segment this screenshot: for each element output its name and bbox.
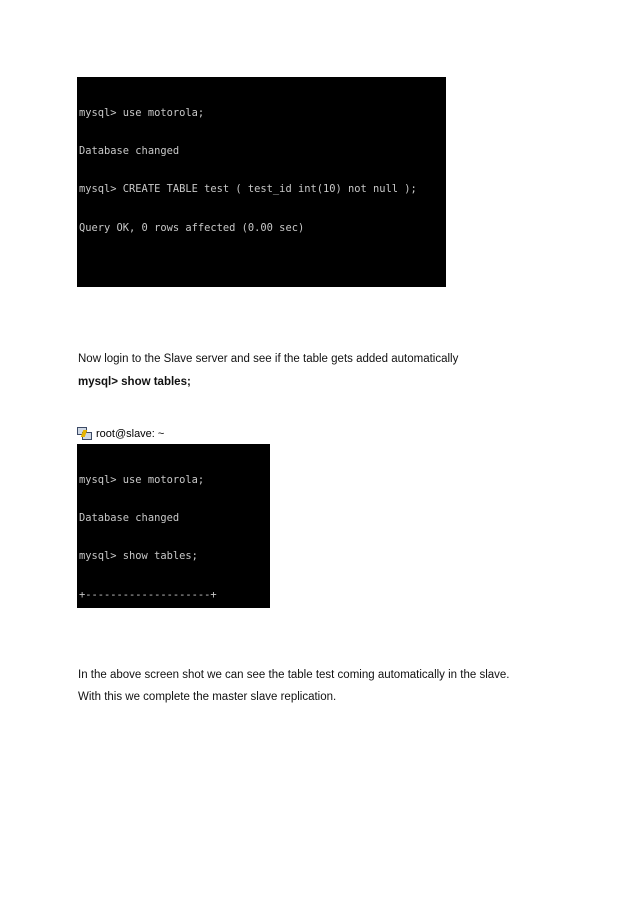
conclusion-paragraph: With this we complete the master slave replication. (78, 691, 337, 703)
slave-terminal-screenshot (77, 444, 270, 608)
window-title: root@slave: ~ (96, 428, 165, 440)
master-terminal-screenshot (77, 77, 446, 287)
terminal-line: Query OK, 0 rows affected (0.00 sec) (79, 221, 305, 234)
command-label: mysql> show tables; (78, 376, 191, 388)
terminal-line: mysql> use motorola; (79, 473, 205, 486)
terminal-line: Database changed (79, 144, 180, 157)
putty-icon (77, 427, 92, 441)
terminal-line: mysql> show tables; (79, 550, 198, 563)
instruction-paragraph: Now login to the Slave server and see if the table gets added automatically (78, 353, 459, 365)
terminal-line (79, 260, 446, 273)
slave-window-titlebar (77, 426, 164, 442)
terminal-line: mysql> CREATE TABLE test ( test_id int(10) not null ); (79, 183, 417, 196)
terminal-line: Database changed (79, 511, 180, 524)
explanation-paragraph: In the above screen shot we can see the table test coming automatically in the slave. (78, 669, 510, 681)
terminal-line: +--------------------+ (79, 588, 217, 601)
terminal-line: mysql> use motorola; (79, 106, 205, 119)
